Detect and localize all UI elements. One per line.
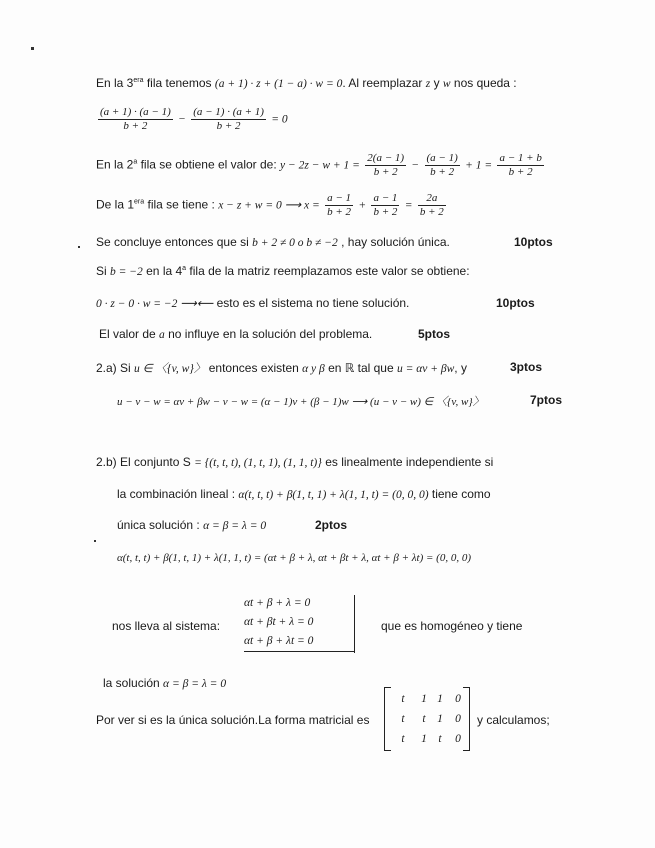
equation: α = β = λ = 0 (163, 678, 227, 690)
numerator: (a + 1) · (a − 1) (100, 106, 171, 118)
denominator: b + 2 (327, 206, 351, 218)
expansion-line: α(t, t, t) + β(1, t, 1) + λ(1, 1, t) = (αt + β + λ, αt + βt + λ, αt + β + λt) = (0, 0, 0) (117, 552, 471, 564)
var-z: z (425, 78, 431, 90)
matrix-cell: t (401, 693, 405, 705)
system-right-bar (354, 595, 355, 653)
operator: + (358, 199, 367, 212)
points-label: 10ptos (496, 296, 535, 310)
superscript: a (133, 158, 138, 166)
equation: α = β = λ = 0 (203, 520, 267, 532)
unique-solution-line (117, 518, 266, 532)
equation: b + 2 ≠ 0 o b ≠ −2 (252, 237, 338, 249)
points-label: 10ptos (514, 235, 553, 249)
text: única solución : (117, 518, 204, 532)
numerator: a − 1 (327, 192, 351, 204)
homogeneous-label: que es homogéneo y tiene (381, 619, 523, 633)
equation: 0 · z − 0 · w = −2 ⟶⟵ (96, 298, 214, 310)
fraction (191, 106, 266, 133)
fraction (325, 192, 353, 219)
fraction-equation (96, 106, 288, 133)
operator: = 0 (271, 113, 288, 126)
denominator: b + 2 (373, 206, 398, 218)
fraction (365, 152, 406, 179)
numerator: 2(a − 1) (367, 152, 405, 164)
text: en la 4 (142, 264, 183, 278)
system-row: αt + βt + λ = 0 (244, 616, 314, 628)
text: El valor de (99, 327, 160, 341)
matrix-row (390, 693, 468, 705)
text: 2.b) El conjunto S (96, 455, 195, 469)
points-label: 2ptos (315, 518, 348, 532)
scan-speck (78, 246, 80, 248)
text: es linealmente independiente si (321, 455, 494, 469)
numerator: (a − 1) · (a + 1) (193, 106, 264, 118)
text: nos queda : (450, 76, 517, 90)
points-label: 5ptos (418, 327, 451, 341)
matrix-row (390, 713, 468, 725)
matrix-cell: 1 (437, 713, 443, 725)
text: Se concluye entonces que si (96, 235, 253, 249)
equation: u = αv + βw (396, 363, 455, 375)
text: no influye en la solución del problema. (164, 327, 373, 341)
system-underline (244, 651, 354, 652)
equation: α(t, t, t) + β(1, t, 1) + λ(1, 1, t) = (0, 0, 0) (238, 489, 429, 501)
text: fila de la matriz reemplazamos este valor se obtiene: (186, 264, 470, 278)
text: De la 1 (96, 197, 135, 212)
denominator: b + 2 (216, 120, 241, 132)
equation: (a + 1) · z + (1 − a) · w = 0 (214, 78, 343, 90)
denominator: b + 2 (430, 166, 455, 178)
matrix-cell: t (401, 733, 405, 745)
matrix-cell: 1 (421, 733, 427, 745)
numerator: a − 1 + b (499, 152, 542, 164)
line-row-1 (96, 192, 448, 219)
equation: α y β (302, 363, 325, 375)
solution-line (103, 676, 226, 690)
operator: − (178, 113, 186, 126)
text: y (430, 76, 443, 90)
line-row-3 (96, 76, 517, 90)
fraction (425, 152, 460, 179)
text: Si (96, 264, 111, 278)
fraction (98, 106, 173, 133)
text: esto es el sistema no tiene solución. (213, 296, 410, 310)
no-solution-line (96, 296, 409, 310)
coefficient-matrix (384, 687, 470, 751)
denominator: b + 2 (373, 166, 398, 178)
superscript: a (182, 265, 187, 272)
text: , y (454, 361, 467, 375)
matrix-cell: 1 (437, 693, 443, 705)
equation: y − 2z − w + 1 = (280, 159, 360, 172)
equation: = {(t, t, t), (1, t, 1), (1, 1, t)} (194, 457, 322, 469)
linear-combination-line (117, 487, 491, 501)
matrix-cell: t (401, 713, 405, 725)
text: fila se obtiene el valor de: (137, 157, 281, 172)
text: En la 2 (96, 157, 134, 172)
equation-line: u − v − w = αv + βw − v − w = (α − 1)v + (β − 1)w ⟶ (u − v − w) ∈ 〈{v, w}〉 (117, 396, 484, 408)
superscript: era (134, 198, 145, 206)
a-influence-line (99, 327, 372, 341)
denominator: b + 2 (123, 120, 148, 132)
system-label: nos lleva al sistema: (112, 619, 221, 633)
matrix-cell: 0 (455, 733, 461, 745)
text: 2.a) Si (96, 361, 135, 375)
text: En la 3 (96, 76, 134, 90)
operator: = (404, 199, 413, 212)
operator: − (411, 159, 420, 172)
part-2b-line (96, 455, 493, 469)
matrix-cell: 1 (421, 693, 427, 705)
matrix-cell: t (422, 713, 426, 725)
denominator: b + 2 (508, 166, 533, 178)
text: en ℝ tal que (324, 361, 397, 375)
text: , hay solución única. (337, 235, 450, 249)
text: la combinación lineal : (117, 487, 239, 501)
matrix-cell: 0 (455, 713, 461, 725)
line-case (96, 264, 470, 278)
system-row: αt + β + λt = 0 (244, 635, 314, 647)
fraction (418, 192, 446, 219)
part-2a-line (96, 360, 467, 376)
equation: b = −2 (110, 266, 143, 278)
equation-system (244, 597, 356, 653)
conclusion-line (96, 235, 450, 249)
text: . Al reemplazar (342, 76, 426, 90)
var-w: w (442, 78, 451, 90)
numerator: 2a (418, 192, 446, 206)
text: la solución (103, 676, 164, 690)
text: tiene como (428, 487, 491, 501)
matrix-cell: t (438, 733, 442, 745)
points-label: 7ptos (530, 393, 563, 407)
text: fila se tiene : (144, 197, 219, 212)
denominator: b + 2 (419, 206, 444, 218)
numerator: a − 1 (373, 192, 398, 204)
fraction (371, 192, 399, 219)
matrix-form-label: Por ver si es la única solución.La forma matricial es (96, 713, 370, 727)
numerator: (a − 1) (426, 152, 458, 164)
text: fila tenemos (143, 76, 215, 90)
operator: + 1 = (465, 159, 493, 172)
matrix-row (390, 733, 468, 745)
scan-speck (94, 540, 96, 542)
calculate-label: y calculamos; (477, 713, 550, 727)
text: entonces existen (205, 361, 303, 375)
equation: u ∈ 〈{v, w}〉 (134, 363, 206, 375)
system-row: αt + β + λ = 0 (244, 597, 311, 609)
matrix-cell: 0 (455, 693, 461, 705)
points-label: 3ptos (510, 360, 543, 374)
equation: x − z + w = 0 ⟶ x = (218, 199, 320, 212)
fraction (497, 152, 543, 179)
superscript: era (133, 77, 144, 84)
var-a: a (159, 329, 165, 341)
line-row-2 (96, 152, 546, 179)
scan-speck (31, 47, 34, 50)
